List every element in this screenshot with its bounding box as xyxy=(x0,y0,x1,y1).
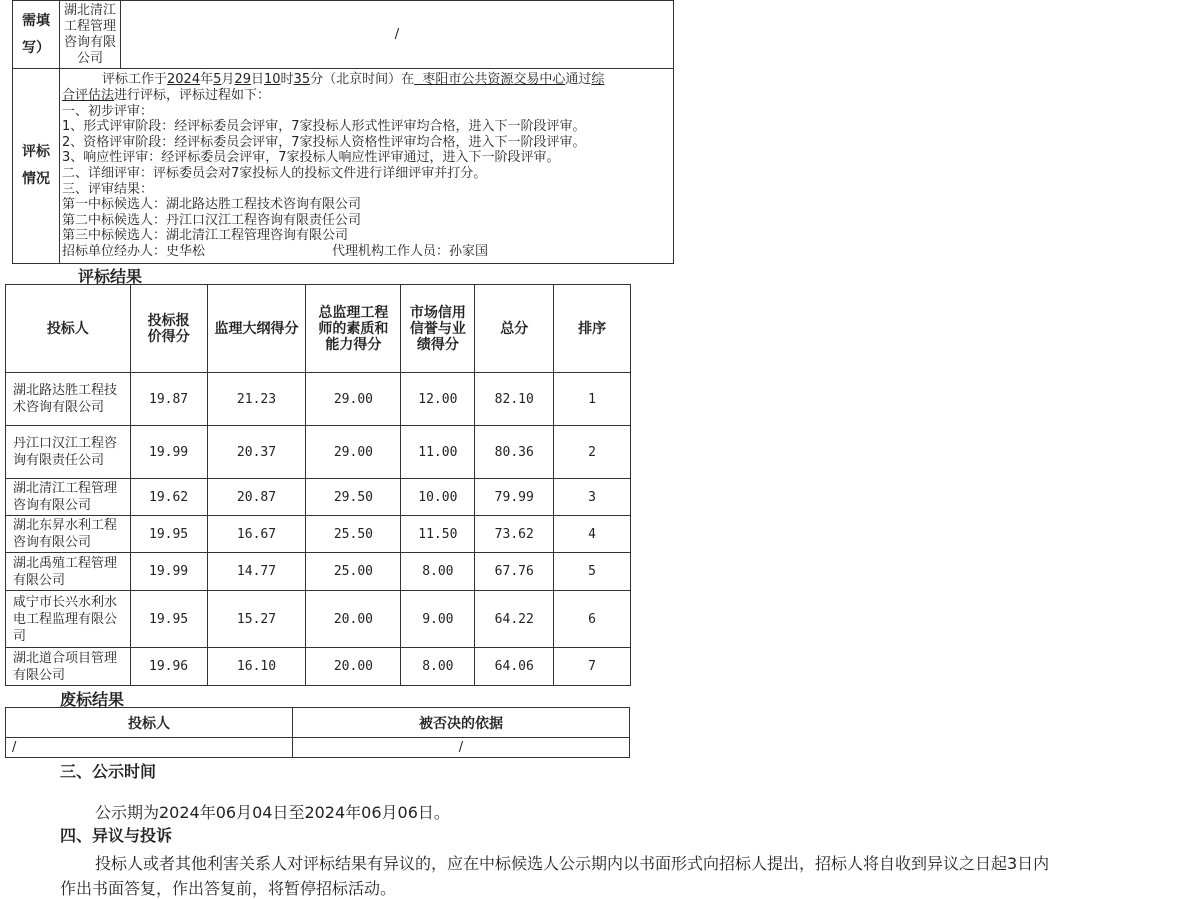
total-score: 82.10 xyxy=(475,373,554,426)
col-header-rank: 排序 xyxy=(554,285,631,373)
col-header-director-score: 总监理工程师的素质和能力得分 xyxy=(306,285,401,373)
eval-line: 二、详细评审：评标委员会对7家投标人的投标文件进行详细评审并打分。 xyxy=(62,166,487,181)
evaluation-situation-label: 评标 情况 xyxy=(13,69,60,264)
eval-line-2: 合评估法进行评标，评标过程如下： xyxy=(62,88,271,104)
total-score: 64.22 xyxy=(475,591,554,648)
director-score: 25.50 xyxy=(306,516,401,553)
outline-score: 20.87 xyxy=(207,479,306,516)
table-row xyxy=(6,738,630,758)
total-score: 80.36 xyxy=(475,426,554,479)
col-header-price-score: 投标报价得分 xyxy=(130,285,207,373)
bidder-name: 湖北东昇水利工程咨询有限公司 xyxy=(6,516,131,553)
evaluation-process-text xyxy=(60,69,674,264)
publicity-section-title: 三、公示时间 xyxy=(60,762,157,781)
col-header-total: 总分 xyxy=(475,285,554,373)
price-score: 19.62 xyxy=(130,479,207,516)
col-header-credit-score: 市场信用信誉与业绩得分 xyxy=(401,285,475,373)
rejected-table xyxy=(5,707,630,758)
price-score: 19.95 xyxy=(130,591,207,648)
results-table xyxy=(5,284,631,686)
director-score: 29.50 xyxy=(306,479,401,516)
director-score: 20.00 xyxy=(306,648,401,686)
bidder-name: 湖北路达胜工程技术咨询有限公司 xyxy=(6,373,131,426)
outline-score: 21.23 xyxy=(207,373,306,426)
eval-line: 1、形式评审阶段：经评标委员会评审，7家投标人形式性评审均合格，进入下一阶段评审。 xyxy=(62,119,586,135)
outline-score: 15.27 xyxy=(207,591,306,648)
company-name-cell: 湖北清江工程管理咨询有限公司 xyxy=(60,1,121,69)
eval-line-1: 评标工作于2024年5月29日10时35分（北京时间）在 枣阳市公共资源交易中心通过综 xyxy=(102,72,605,88)
outline-score: 16.67 xyxy=(207,516,306,553)
rank: 5 xyxy=(554,553,631,591)
publicity-text: 公示期为2024年06月04日至2024年06月06日。 xyxy=(95,803,450,822)
table-row xyxy=(6,591,631,648)
outline-score: 16.10 xyxy=(207,648,306,686)
total-score: 73.62 xyxy=(475,516,554,553)
rank: 2 xyxy=(554,426,631,479)
rank: 6 xyxy=(554,591,631,648)
price-score: 19.99 xyxy=(130,426,207,479)
rank: 1 xyxy=(554,373,631,426)
outline-score: 14.77 xyxy=(207,553,306,591)
director-score: 29.00 xyxy=(306,426,401,479)
slash-value-cell: / xyxy=(121,1,674,69)
bidder-name: 湖北清江工程管理咨询有限公司 xyxy=(6,479,131,516)
table-row xyxy=(6,516,631,553)
eval-line: 2、资格评审阶段：经评标委员会评审，7家投标人资格性评审均合格，进入下一阶段评审。 xyxy=(62,134,586,150)
price-score: 19.96 xyxy=(130,648,207,686)
agent-line: 招标单位经办人：史华松 代理机构工作人员：孙家国 xyxy=(62,243,489,259)
table-row xyxy=(6,426,631,479)
bidder-name: 咸宁市长兴水利水电工程监理有限公司 xyxy=(6,591,131,648)
table-row xyxy=(6,479,631,516)
credit-score: 11.50 xyxy=(401,516,475,553)
credit-score: 8.00 xyxy=(401,648,475,686)
rejection-basis: / xyxy=(293,738,630,758)
outline-score: 20.37 xyxy=(207,426,306,479)
credit-score: 8.00 xyxy=(401,553,475,591)
table-row xyxy=(6,553,631,591)
director-score: 29.00 xyxy=(306,373,401,426)
price-score: 19.87 xyxy=(130,373,207,426)
bidder-name: 丹江口汉江工程咨询有限责任公司 xyxy=(6,426,131,479)
eval-line: 第一中标候选人：湖北路达胜工程技术咨询有限公司 xyxy=(62,197,362,213)
eval-line: 一、初步评审： xyxy=(62,103,154,119)
credit-score: 9.00 xyxy=(401,591,475,648)
total-score: 79.99 xyxy=(475,479,554,516)
eval-line: 第三中标候选人：湖北清江工程管理咨询有限公司 xyxy=(62,228,349,244)
required-fill-label: 需填 写） xyxy=(13,1,60,69)
rejected-section-title: 废标结果 xyxy=(60,690,125,709)
credit-score: 11.00 xyxy=(401,426,475,479)
rejected-header-row xyxy=(6,708,630,738)
col-header-outline-score: 监理大纲得分 xyxy=(207,285,306,373)
director-score: 20.00 xyxy=(306,591,401,648)
bidder-name: 湖北禹殖工程管理有限公司 xyxy=(6,553,131,591)
col-header-bidder: 投标人 xyxy=(6,708,293,738)
credit-score: 12.00 xyxy=(401,373,475,426)
table-row xyxy=(6,648,631,686)
director-score: 25.00 xyxy=(306,553,401,591)
rank: 4 xyxy=(554,516,631,553)
col-header-bidder: 投标人 xyxy=(6,285,131,373)
eval-line: 3、响应性评审：经评标委员会评审，7家投标人响应性评审通过，进入下一阶段评审。 xyxy=(62,150,560,166)
price-score: 19.95 xyxy=(130,516,207,553)
total-score: 67.76 xyxy=(475,553,554,591)
bidder-name: 湖北道合项目管理有限公司 xyxy=(6,648,131,686)
rejected-bidder: / xyxy=(6,738,293,758)
credit-score: 10.00 xyxy=(401,479,475,516)
rank: 7 xyxy=(554,648,631,686)
objection-text-line-2: 作出书面答复，作出答复前，将暂停招标活动。 xyxy=(60,879,397,898)
table-row xyxy=(6,373,631,426)
results-header-row xyxy=(6,285,631,373)
rank: 3 xyxy=(554,479,631,516)
total-score: 64.06 xyxy=(475,648,554,686)
results-section-title: 评标结果 xyxy=(78,267,143,286)
eval-line: 第二中标候选人：丹江口汉江工程咨询有限责任公司 xyxy=(62,212,362,228)
objection-text-line-1: 投标人或者其他利害关系人对评标结果有异议的，应在中标候选人公示期内以书面形式向招标人提出，招标人将自收到异议之日起3日内 xyxy=(95,854,1050,873)
objection-section-title: 四、异议与投诉 xyxy=(60,826,173,845)
eval-line: 三、评审结果： xyxy=(62,181,154,197)
col-header-rejection-basis: 被否决的依据 xyxy=(293,708,630,738)
price-score: 19.99 xyxy=(130,553,207,591)
evaluation-info-table xyxy=(12,0,674,264)
